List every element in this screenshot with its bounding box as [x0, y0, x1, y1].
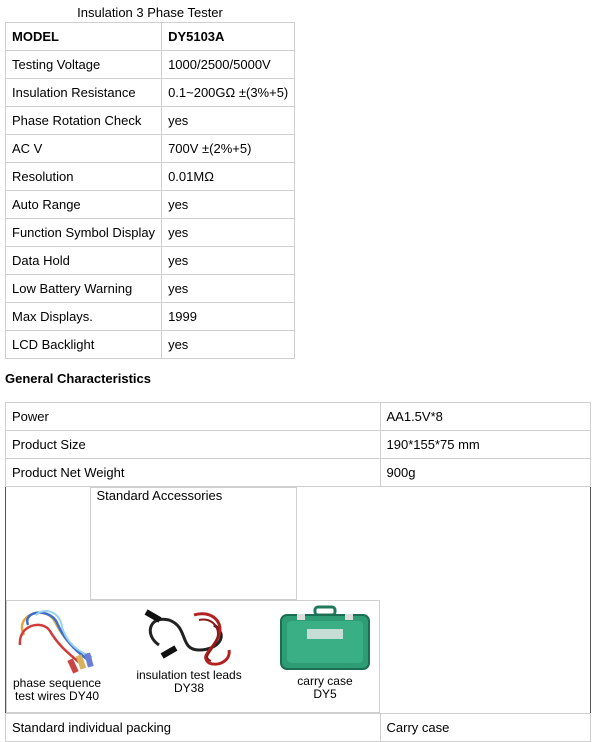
spec-value: 0.1~200GΩ ±(3%+5): [162, 79, 295, 107]
spec-value: yes: [162, 247, 295, 275]
table-row: [6, 107, 295, 135]
table-row: [6, 714, 591, 742]
general-label: Power: [6, 403, 381, 431]
spec-value: 1000/2500/5000V: [162, 51, 295, 79]
accessory-item: [13, 605, 101, 703]
spec-label: Auto Range: [6, 191, 162, 219]
spec-label: Data Hold: [6, 247, 162, 275]
accessory-item: [136, 605, 241, 695]
accessory-code: DY38: [174, 681, 205, 695]
table-row: [6, 191, 295, 219]
accessory-name: phase sequence: [13, 676, 102, 690]
spec-label: Insulation Resistance: [6, 79, 162, 107]
accessories-list: [13, 601, 373, 703]
accessory-code: DY5: [313, 687, 337, 701]
header-cell-model-value: DY5103A: [162, 23, 295, 51]
table-row: [6, 431, 591, 459]
spec-value: yes: [162, 107, 295, 135]
table-row: [6, 219, 295, 247]
test-wires-icon: [14, 605, 100, 675]
packing-label: Standard individual packing: [6, 714, 381, 742]
accessory-item: [277, 605, 373, 701]
table-header-row: [6, 23, 295, 51]
spec-label: LCD Backlight: [6, 331, 162, 359]
spec-label: Max Displays.: [6, 303, 162, 331]
spec-label: Phase Rotation Check: [6, 107, 162, 135]
spec-label: Resolution: [6, 163, 162, 191]
table-row: [6, 331, 295, 359]
table-row: [6, 79, 295, 107]
general-label: Product Net Weight: [6, 459, 381, 487]
accessories-row: [6, 487, 380, 713]
header-cell-model: MODEL: [6, 23, 162, 51]
spec-value: 700V ±(2%+5): [162, 135, 295, 163]
accessory-name-line2: test wires: [15, 689, 66, 703]
packing-value: Carry case: [380, 714, 591, 742]
table-row: [6, 247, 295, 275]
spec-value: yes: [162, 219, 295, 247]
test-leads-icon: [139, 605, 239, 667]
carry-case-icon: [277, 605, 373, 673]
table-caption: Insulation 3 Phase Tester: [77, 5, 223, 20]
spec-label: AC V: [6, 135, 162, 163]
table-row: [6, 459, 591, 487]
accessory-name: insulation test leads: [136, 668, 242, 682]
general-value: AA1.5V*8: [380, 403, 591, 431]
table-row: [6, 163, 295, 191]
spec-value: yes: [162, 275, 295, 303]
spec-value: 0.01MΩ: [162, 163, 295, 191]
general-value: 900g: [380, 459, 591, 487]
spec-label: Testing Voltage: [6, 51, 162, 79]
table-row: [6, 135, 295, 163]
table-row: [6, 303, 295, 331]
spec-value: yes: [162, 331, 295, 359]
accessory-name-line2-code: [15, 690, 99, 703]
general-table: [5, 402, 591, 742]
table-row: [6, 51, 295, 79]
general-value: 190*155*75 mm: [380, 431, 591, 459]
spec-value: 1999: [162, 303, 295, 331]
table-row: [6, 275, 295, 303]
spec-label: Low Battery Warning: [6, 275, 162, 303]
accessory-code: DY40: [69, 689, 100, 703]
spec-table: [5, 22, 295, 359]
table-row: [6, 403, 591, 431]
accessory-name: carry case: [297, 674, 353, 688]
spec-value: yes: [162, 191, 295, 219]
accessories-cell: [6, 600, 380, 713]
spec-label: Function Symbol Display: [6, 219, 162, 247]
accessories-label: Standard Accessories: [90, 487, 297, 600]
section-title-general: General Characteristics: [5, 371, 151, 386]
general-label: Product Size: [6, 431, 381, 459]
